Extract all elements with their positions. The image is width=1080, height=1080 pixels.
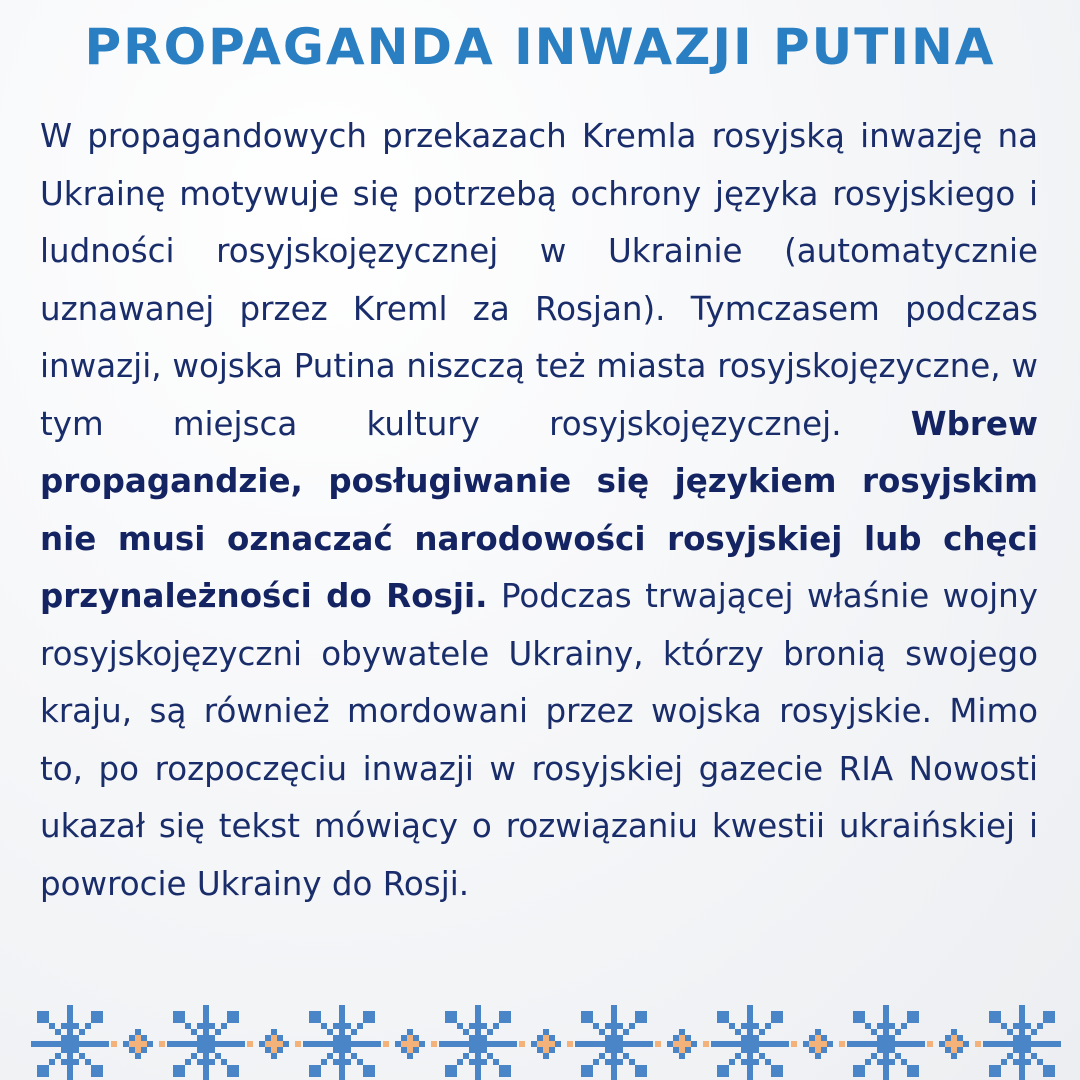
snowflake-star-motif — [711, 1005, 789, 1080]
small-diamond-motif — [927, 1029, 981, 1059]
snowflake-star-motif — [983, 1005, 1061, 1080]
small-diamond-motif — [383, 1029, 437, 1059]
small-diamond-motif — [791, 1029, 845, 1059]
small-diamond-motif — [655, 1029, 709, 1059]
embroidery-ornament-svg — [0, 1000, 1080, 1080]
paragraph-intro: W propagandowych przekazach Kremla rosyjską inwazję na Ukrainę motywuje się potrzebą ochrony języka rosyjskiego i ludności rosyjskojęzycznej w Ukrainie (automatycznie uznawanej przez Kreml za Rosjan). Tymczasem podczas inwazji, wojska Putina niszczą też miasta rosyjskojęzyczne, w tym miejsca kultury rosyjskojęzycznej. — [40, 117, 1038, 443]
page-title: PROPAGANDA INWAZJI PUTINA — [84, 18, 996, 76]
snowflake-star-motif — [575, 1005, 653, 1080]
snowflake-star-motif — [439, 1005, 517, 1080]
small-diamond-motif — [111, 1029, 165, 1059]
paragraph-closing: Podczas trwającej właśnie wojny rosyjskojęzyczni obywatele Ukrainy, którzy bronią swojego kraju, są również mordowani przez wojska rosyjskie. Mimo to, po rozpoczęciu inwazji w rosyjskiej gazecie RIA Nowosti ukazał się tekst mówiący o rozwiązaniu kwestii ukraińskiej i powrocie Ukrainy do Rosji. — [40, 577, 1039, 903]
body-paragraph — [40, 108, 1038, 913]
snowflake-star-motif — [31, 1005, 109, 1080]
small-diamond-motif — [247, 1029, 301, 1059]
snowflake-star-motif — [167, 1005, 245, 1080]
snowflake-star-motif — [303, 1005, 381, 1080]
snowflake-star-motif — [847, 1005, 925, 1080]
paragraph-emphasis: Wbrew propagandzie, posługiwanie się językiem rosyjskim nie musi oznaczać narodowości rosyjskiej lub chęci przynależności do Rosji. — [40, 404, 1038, 615]
small-diamond-motif — [519, 1029, 573, 1059]
embroidery-border — [0, 1000, 1080, 1080]
